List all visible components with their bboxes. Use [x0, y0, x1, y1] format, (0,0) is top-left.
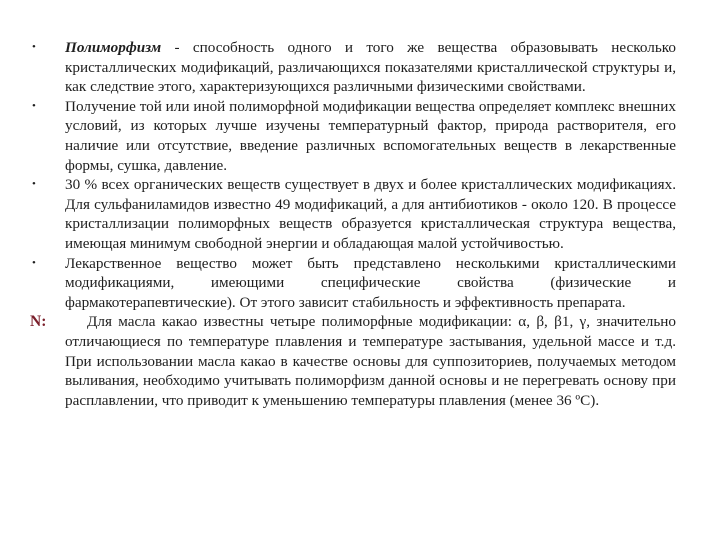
item-text: Лекарственное вещество может быть представлено несколькими кристаллическими модификациями, имеющими специфические свойства (физические и фармакотерапевтические). От этого зависит стабильность и эффективность препарата.	[65, 254, 676, 311]
bullet-marker: •	[32, 256, 36, 269]
item-text: - способность одного и того же вещества образовывать несколько кристаллических модификаций, различающихся показателями кристаллической структуры и, как следствие этого, характеризующихся различными физическими свойствами.	[65, 39, 676, 96]
bullet-marker: •	[32, 99, 36, 112]
bullet-marker: •	[32, 41, 36, 53]
list-item	[28, 254, 676, 313]
item-text: 30 % всех органических веществ существует в двух и более кристаллических модификациях. Для сульфаниламидов известно 49 модификаций, а для антибиотиков - около 120. В процессе кристаллизации полиморфных веществ образуется кристаллическая структура вещества, имеющая минимум свободной энергии и обладающая малой устойчивостью.	[65, 176, 676, 252]
note-text: Для масла какао известны четыре полиморфные модификации: α, β, β1, γ, значительно отличающиеся по температуре плавления и температуре застывания, удельной массе и т.д. При использовании масла какао в качестве основы для суппозиториев, получаемых методом выливания, необходимо учитывать полиморфизм данной основы и не перегревать основу при расплавлении, что приводит к уменьшению температуры плавления (менее 36 ºС).	[65, 313, 676, 409]
item-text: Получение той или иной полиморфной модификации вещества определяет комплекс внешних условий, из которых лучше изучены температурный фактор, природа растворителя, его наличие или отсутствие, введение различных вспомогательных веществ в лекарственные формы, сушка, давление.	[65, 97, 676, 174]
list-item	[28, 38, 676, 97]
note-item	[28, 312, 676, 410]
list-item	[28, 175, 676, 253]
term-polymorphism: Полиморфизм	[65, 39, 162, 56]
text-list	[28, 38, 676, 410]
note-marker: N:	[30, 313, 47, 331]
list-item	[28, 97, 676, 175]
bullet-marker: •	[32, 178, 36, 191]
